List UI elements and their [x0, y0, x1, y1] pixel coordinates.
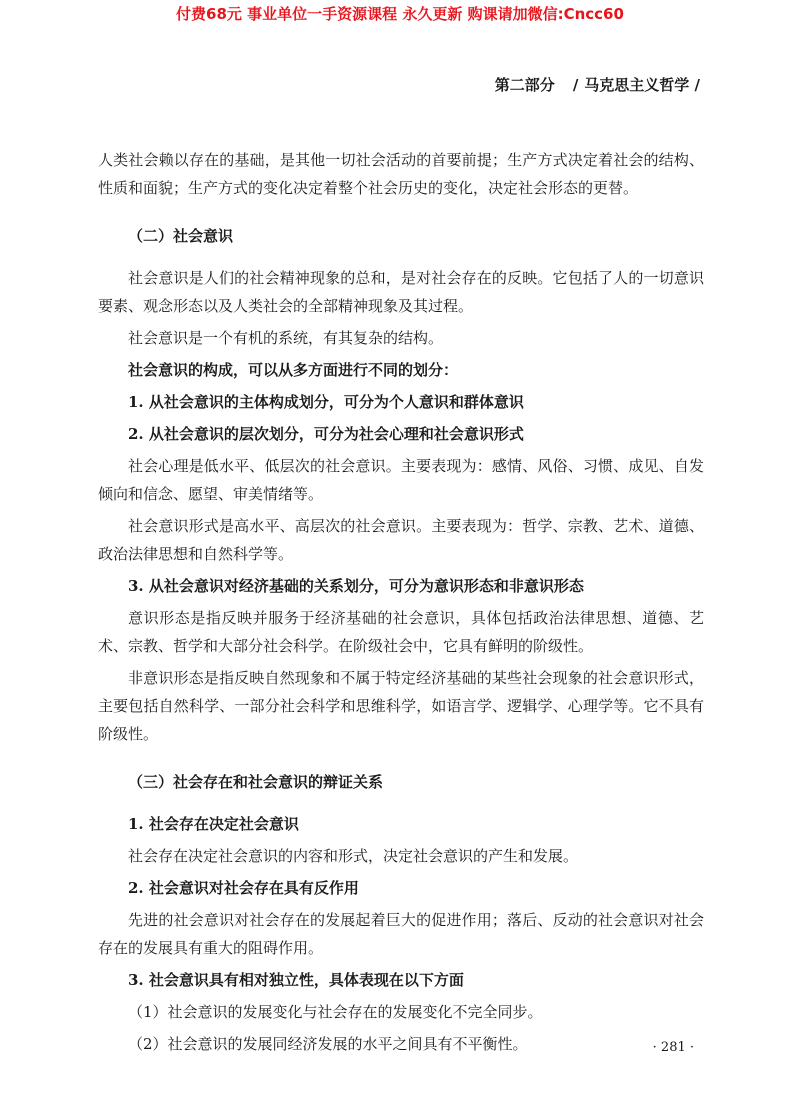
subheading: 1. 社会存在决定社会意识 — [128, 815, 299, 833]
paragraph: 非意识形态是指反映自然现象和不属于特定经济基础的某些社会现象的社会意识形式，主要包括自然科学、一部分社会科学和思维科学，如语言学、逻辑学、心理学等。它不具有阶级性。 — [98, 669, 704, 743]
paragraph: 社会意识是一个有机的系统，有其复杂的结构。 — [128, 329, 444, 347]
subheading: 2. 社会意识对社会存在具有反作用 — [128, 879, 359, 897]
paragraph: 先进的社会意识对社会存在的发展起着巨大的促进作用；落后、反动的社会意识对社会存在的发展具有重大的阻碍作用。 — [98, 911, 704, 957]
subheading: 3. 从社会意识对经济基础的关系划分，可分为意识形态和非意识形态 — [128, 577, 584, 595]
bold-line: 社会意识的构成，可以从多方面进行不同的划分： — [128, 361, 459, 379]
paragraph: 社会心理是低水平、低层次的社会意识。主要表现为：感情、风俗、习惯、成见、自发倾向和信念、愿望、审美情绪等。 — [98, 457, 704, 503]
list-item: （1）社会意识的发展变化与社会存在的发展变化不完全同步。 — [128, 1003, 543, 1021]
subheading: 3. 社会意识具有相对独立性，具体表现在以下方面 — [128, 971, 464, 989]
page-number: · 281 · — [652, 1040, 694, 1055]
section-heading-3: （三）社会存在和社会意识的辩证关系 — [128, 773, 384, 791]
list-item: （2）社会意识的发展同经济发展的水平之间具有不平衡性。 — [128, 1035, 528, 1053]
header-part: 第二部分 — [494, 76, 555, 94]
paragraph: 社会意识是人们的社会精神现象的总和，是对社会存在的反映。它包括了人的一切意识要素、观念形态以及人类社会的全部精神现象及其过程。 — [98, 269, 704, 315]
paragraph: 社会存在决定社会意识的内容和形式，决定社会意识的产生和发展。 — [128, 847, 579, 865]
subheading: 2. 从社会意识的层次划分，可分为社会心理和社会意识形式 — [128, 425, 524, 443]
subheading: 1. 从社会意识的主体构成划分，可分为个人意识和群体意识 — [128, 393, 524, 411]
header-subject: 马克思主义哲学 / — [584, 76, 700, 94]
running-header — [495, 74, 700, 95]
page-body — [98, 146, 704, 1058]
header-separator: / — [572, 76, 579, 94]
paragraph: 人类社会赖以存在的基础，是其他一切社会活动的首要前提；生产方式决定着社会的结构、性质和面貌；生产方式的变化决定着整个社会历史的变化，决定社会形态的更替。 — [98, 151, 704, 197]
paragraph: 意识形态是指反映并服务于经济基础的社会意识，具体包括政治法律思想、道德、艺术、宗教、哲学和大部分社会科学。在阶级社会中，它具有鲜明的阶级性。 — [98, 609, 704, 655]
section-heading-2: （二）社会意识 — [128, 227, 234, 245]
paragraph: 社会意识形式是高水平、高层次的社会意识。主要表现为：哲学、宗教、艺术、道德、政治法律思想和自然科学等。 — [98, 517, 704, 563]
watermark-banner: 付费68元 事业单位一手资源课程 永久更新 购课请加微信:Cncc60 — [176, 5, 624, 23]
